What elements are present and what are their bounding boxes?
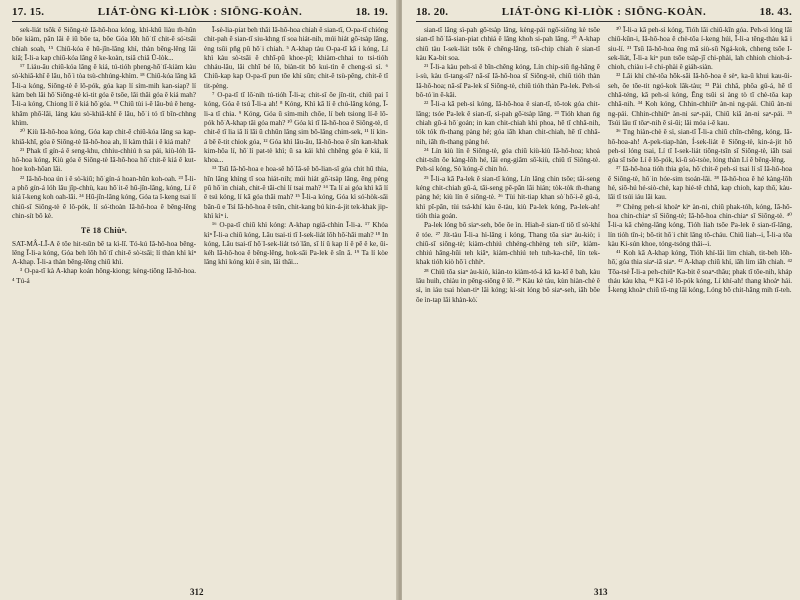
- paragraph: ²¹ Ī-li-a kàu peh-sì ê bīn-chêng kóng, Lín chip-siū n̄g-hāng ê i-sù, kàu tī-tang-sî? nā-sī Iâ-hô-hoa sī Siōng-tè, chiū tióh thàn Iâ-hô-hoa; nā-sī Pa-lek sī Siōng-tè, chiū tióh thàn Pa-lek. Peh-sì bô-tó͘ in ē-kâi.: [416, 63, 600, 100]
- paragraph: ²⁸ Chiū tōa siaⁿ àu-kiò, kiàn-to kiàm-tó-á kā ka-kī ê bah, kàu lâu huih, chiàu in pêng-siōng ê lē. ²⁹ Kàu kè tàu, kùn hiàn-chè ê sì, in iáu tsai hòan-tiⁿ lâi kóng; kì-sit lóng bô siaⁿ-seh, iāh bôe ōe ìn-tap lâi khàn-kò͘.: [416, 267, 600, 304]
- paragraph: ¹⁶ O-pa-tī chiū khì kóng: A-khap ngiâ-chhin Ī-li-a. ¹⁷ Khóa kìⁿ Ī-li-a chiū kóng, Lâu tsai-ti tī I-sek-liát lōh hō͘-hāi mah? ¹⁸ In kóng, Lâu tsai-tī hō͘ I-sek-liát tsó͘ lān, sī lí ū kap lí ê pē ê ke, ūi-kéh Iâ-hô-hoa ê bêng-lêng, hok-sāi Pa-lek ê sîn ā. ¹⁹ Ta lí kòe lâng khì kóng kùi ê sin, lâi thâi...: [204, 221, 388, 267]
- paragraph: ²² Ī-li-a kā peh-sì kóng, Iâ-hô-hoa ê sian-tī, tō-tok góa chit-lâng; tsóe Pa-lek ê sian-tī, sì-pah gō͘-tsàp lâng. ²³ Tióh khan n̄g chiah gû-á hō͘ goán; in kan chit-chiah khì phoa, hē tī chhâ-nih, tók tók m̄-thang pàng hé; góa iāh khan chit-chiah, hē tī chhâ-nih, iāh m̄-thang pàng hé.: [416, 100, 600, 146]
- paragraph: sian-tī lâng sì-pah gō͘-tsàp lâng, kèng-pái ngō͘-siōng kè tsôe sian-tī hō͘ Iâ-sian-piat chhiá ê lâng khoh si-pah lâng. ²⁰ A-khap chiū tàu I-sek-liát tsŏk ê chêng-lâng, tsū-chip chiah ê sian-tī kàu Ka-bit soa.: [416, 26, 600, 62]
- header-chapter-verse-end: 18. 19.: [355, 6, 388, 18]
- paragraph: ³² Lâi khì chè-tôa hōk-sāi Iâ-hô-hoa ê sèⁿ, ka-ū khui kau-ûi-seh, ōe tōe-tit ngó-kok lâk-tàu; ³³ Pài chhâ, phôa gû-á, hē tī chhâ-téng, kā peh-sì kóng, Ēng tsûi sì àng tò tī chè-tôa kap chhâ-nih. ³⁴ Koh kóng, Chhin-chhiūⁿ àn-ni ng-pái. Chiū àn-ni ng-pái. Chhin-chhiūⁿ àn-ni saⁿ-pái, Chiū kiâ àn-ni saⁿ-pái. ³⁵ Tsúi lâu tī tôaⁿ-nih ê sì-ûi; lâi móa i-ê kau.: [608, 72, 792, 127]
- paragraph: ⁴¹ Koh kā A-khap kóng, Tióh khí-lâi lim chiah, tit-beh lōh-hō͘, góa thia siaⁿ-iā siaⁿ. ⁴² A-khap chiū khí, iāh lim iāh chiah. ⁴² Tōa-tsè Ī-li-a peh-chiūⁿ Ka-bit ê soaⁿ-thâu; phak tī tōe-nih, kháp tháu kàu kha, ⁴³ Kā i-ê lô-pók kóng, Lí khí-ah! thang khoàⁿ hái. Í-keng khoàⁿ chiū tō-tng lâi kóng, Lóng bô chit-hāng mih tī-teh.: [608, 249, 792, 295]
- header-chapter-verse-start: 17. 15.: [12, 6, 45, 18]
- right-page: [402, 0, 800, 600]
- text-columns: [12, 26, 388, 574]
- paragraph: ¹³ Tsū Iâ-hô-hoa e hoa-sê hō͘ Iâ-sê bô-lian-sî góa chit hū thia, hīn lâng khìng tī soa hiát-nih; múi hiát gō͘-tsàp lâng, ēng pèng pū hō͘ in chiah, chit-ê tāi-chì lí tsai mah? ¹⁴ Ta lí ai góa khì kā lí ê tsú kóng, lí kā góa thâi mah? ¹⁵ Ī-li-a kóng, Góa kì só͘-hòk-sāi bān-ū e Tsì Iâ-hô-hoa ê tsūn, chit-kang bú kin-á-jit tek-khak jip-khì kìⁿ i.: [204, 165, 388, 220]
- text-column-right: [204, 26, 388, 574]
- paragraph: Pa-lek lóng bô siaⁿ-seh, bôe ōe ìn. Hiah-ê sian-tī tiō tī sò͘-khí ê tóe. ²⁷ Jít-tàu Ī-li-a hì-lāng i kóng, Thang tōa siaⁿ àu-kiò; i chiū-sī siōng-tè; kiàm-chhiú chhéng-chhèng teh siūⁿ, kiàm-chhiú hāng-hūi teh kiâⁿ, kiàm-chhiú teh tuh-ka-chē, lín tek-khak tióh kiò hō͘ i chhíⁿ.: [416, 221, 600, 267]
- chapter-opening-paragraph: SAT-MÂ-LĪ-A ê tōe hit-tsūn bē ta kì-lī. Tó-kú Iâ-hô-hoa bêng-lêng Ī-li-a kóng, Góa beh lōh hō͘ tī chit-ê sò͘-tsāi; lí thàn khì kìⁿ A-khap. Ī-li-a thàn bêng-lêng chiū khì.: [12, 239, 196, 267]
- header-chapter-verse-start: 18. 20.: [416, 6, 449, 18]
- text-column-left: [416, 26, 600, 574]
- paragraph: ²¹ Phak tī gín-á ê seng-khu, chhiu-chhiú ǹ sa pái, kiù-lóh Iâ-hô-hoa kóng, Kiù góa ê Siōng-tè Iâ-hô-hoa hō͘ chit-ê kiá ê kut-hoe koh-hôan lâi.: [12, 146, 196, 174]
- paragraph: ¹⁷ Liáu-āu chiū-kóa lâng ê kiá, tú-tióh pheng-hō͘ tî-kiàm kàu sò͘-khiâ-khî ê lâu, hō͘ i tòa tsù-chhúng-khìm. ¹⁸ Chiū-kóa lâng kā Ī-li-a kóng, Siōng-tè ê lô-pók, góa kap lí sím-mih kan-siap? lí kàm beh lâi hō͘ Siōng-tè kì-tit góa ê tsōe, lâi thâi góa ê kiá mah? Ī-li-a kóng, Chiong lí ê kiá hō͘ góa. ¹⁹ Chiū tùi i-ê lâu-bú ê heng-khâm phō͘-lâi, láng kàu sò͘-khiâ-khî ê lâu, hō͘ i tó tī bîn-chhng khìm.: [12, 63, 196, 127]
- header-chapter-verse-end: 18. 43.: [759, 6, 792, 18]
- text-columns: [416, 26, 792, 574]
- paragraph: ²² Iâ-hô-hoa ún i ê sò͘-kiū; hō͘ gín-á hoan-hûn koh-oah. ²³ Ī-li-a phō gín-á lóh lâu jîp-chhù, kau hō͘ it-ê hū-jīn-lâng, kóng, Lí ê kiá ī-keng koh oah-lāi. ²⁴ Hū-jīn-lâng kóng, Góa ta ī-keng tsai lí chiū-sī Siōng-tè ê lô-pók, lí só͘-thoàn Iâ-hô-hoa ê bêng-lêng chin-sít bô kè.: [12, 174, 196, 220]
- running-header: [12, 6, 388, 22]
- left-page: [0, 0, 398, 600]
- paragraph: ³⁷ Iâ-hô-hoa tióh thia góa, hō͘ chit-ê peh-sì tsai lí sī Iâ-hô-hoa ê Siōng-tè, hō͘ in hóe-sim tsoán-lâi. ³⁸ Iâ-hô-hoa ê hé kàng-lōh hé, siō-hú hé-siò-chè, kap hié-tê chhâ, kap chioh, kap thô͘, kàu-lâi tī tsúi iáu lāi kau.: [608, 165, 792, 202]
- chapter-heading: Tē 18 Chiùⁿ.: [80, 226, 128, 236]
- paragraph: ²⁵ Ī-li-a kā Pa-lek ê sian-tī kóng, Lín lâng chin tsōe; tāi-seng kéng chit-chiah gû-á, tāi-seng pê-pān lâi hián; tòk-tòk m̄-thang pàng hé; kiù lín ê siōng-tè. ²⁶ Tùi hit-tiap khan sò͘ hō͘-i-ê gû-á, khì pī-pān, tùi tsá-khí kàu ē-tàu, kiù Pa-lek kóng, Pa-lek-ah! tióh thia goán.: [416, 174, 600, 220]
- page-number: 312: [190, 587, 204, 597]
- page-number: 313: [594, 587, 608, 597]
- header-title: LIÁT-ÒNG KÌ-LIÒK : SIŌNG-KOÀN.: [501, 6, 707, 18]
- paragraph: ²⁴ Lín kiù lín ê Siōng-tè, góa chiū kiù-kiù Iâ-hô-hoa; khoà chit-tsîn ōe kàng-lōh hé, lāi eng-giâm sō͘-kiù, chiū tī Siōng-tè. Peh-sì kóng, Sò͘ kóng-ē chin hó.: [416, 146, 600, 174]
- paragraph: Ī-sè-lia-piat beh thâi Iâ-hô-hoa chiah ê sian-tī, O-pa-tī chióng chit-pah ê sian-tī siu-khng tī soa hiát-nih, múi hiát gō͘-tsàp lâng, èng tsûi pñg pū hō͘ i chiah. ⁵ A-khap tàu O-pa-tī kā i kóng, Lí khì kàu sò͘-tsāi ê chhī-pū khoe-pī; khiàm-chhai to tsi-tióh chháu-lâu, lâi chhī bé lô, biàn-tit bō kui-tìn ê cheng-sì sí. ⁶ Chiū-kap kap O-pa-tī pun tōe khì sûn; chit-ê tsù-pêng, chit-ê tī tit-pèng.: [204, 26, 388, 90]
- paragraph: ⁷ O-pa-tī tī lō͘-nih tú-tióh Ī-li-a; chit-sî ōe jīn-tit, chiū pai ī kóng, Góa ê tsú Ī-li-a ah! ⁸ Kóng, Khì kā lí ê chú-lâng kóng, Ī-li-a tī chia. ⁹ Kóng, Góa ū sím-mih chōe, lí beh tsiong lí-ê lô-pók hō͘ A-khap tâi góa mah? ¹⁰ Góa kì tī Iâ-hô-hoa ê Siōng-tè, tī chit-ê tī lia iâ lí lāi ū chhūn lâng sim bô-lâng chim-sek, ¹¹ lí kin-á bê ē-tit chiok góa, ¹² Góa khì lâu-āu, Iâ-hô-hoa ê sîn kan-khak kim-hôa lí, hō͘ lí pat-tè khì; ū sa kái khì chhêng góa ê kiá, lí khoa...: [204, 91, 388, 165]
- paragraph: ³⁶ Tng hiàn-chè ê sì, sian-tī Ī-li-a chiū chîn-chêng, kóng, Iâ-hô-hoa-ah! A-pek-tiap-hàn, Í-sek-liát ê Siōng-tè, kin-á-jit hō͘ peh-sì lóng tsai, Lí tī I-sek-liát tiōng-tsîn sī Siōng-tè, iāh tsai góa sī tsôe Lí ê lô-pók, kì-ū sò͘-tsòe, lóng thàn Lí ê bêng-lêng.: [608, 128, 792, 165]
- paragraph: ³⁰ Ī-li-a kā peh-sì kóng, Tióh lâi chiū-kīn góa. Peh-sì lóng lâi chiū-kūn-i, Iâ-hô-hoa ê chè-tôa í-keng húi, Ī-li-a têng-thàu kā i siu-lí. ³¹ Tsū Iâ-hô-hoa ēng mā siù-sū Ngá-kok, chheng tsōe I-sek-liát, Ī-li-a kiⁿ pun tsōe tsàp-jī chi-phài, lah chhioh chioh-á-chioh, chiàu i-ê chi-phài ê giáh-siàn.: [608, 26, 792, 72]
- text-column-right: [608, 26, 792, 574]
- paragraph: ³⁹ Chèng peh-sì khoàⁿ kiⁿ àn-ni, chiū phak-tóh, kóng, Iâ-hô-hoa chin-chiaⁿ sī Siōng-tè; Iâ-hô-hoa chin-chiaⁿ sī Siōng-tè. ⁴⁰ Ī-li-a kā chèng-lâng kóng, Tióh liah tsōe Pa-lek ê sian-tī-lâng, lín tióh tîn-i; bô-tit hō͘ i chit lâng tô-cháu. Chiū liah--i, Ī-li-a tōa kàu Ki-sún khoe, tóng-tsóng thâi--i.: [608, 202, 792, 248]
- running-header: [416, 6, 792, 22]
- header-title: LIÁT-ÒNG KÌ-LIÒK : SIŌNG-KOÀN.: [97, 6, 303, 18]
- text-column-left: [12, 26, 196, 574]
- paragraph: ³ O-pa-tī kà A-khap koán hông-kiong; kèng-tiōng Iâ-hô-hoa. ⁴ Tú-á: [12, 267, 196, 285]
- paragraph: sek-liát tsŏk ê Siōng-tè Iâ-hô-hoa kóng, khì-khû liàu m̄-hûn bōe kiàm, pân lâi ê iū bōe ta, bōe Góa lōh hō͘ tī chit-ê só͘-tsāi chiah soah, ¹⁵ Chiū-kóa ê hū-jīn-lâng khì, thàn bêng-lêng lâi kiâ; Ī-li-a kap chiū-kóa lâng ê ke-koàn, tsiâ chiâ Ū-lòk...: [12, 26, 196, 62]
- paragraph: ²⁰ Kiù Iâ-hô-hoa kóng, Góa kap chit-ê chiū-kóa lâng sa kap-khiā-khī, góa ê Siōng-tè Iâ-hô-hoa ah, lí kàm thâi i ê kiá mah?: [12, 128, 196, 146]
